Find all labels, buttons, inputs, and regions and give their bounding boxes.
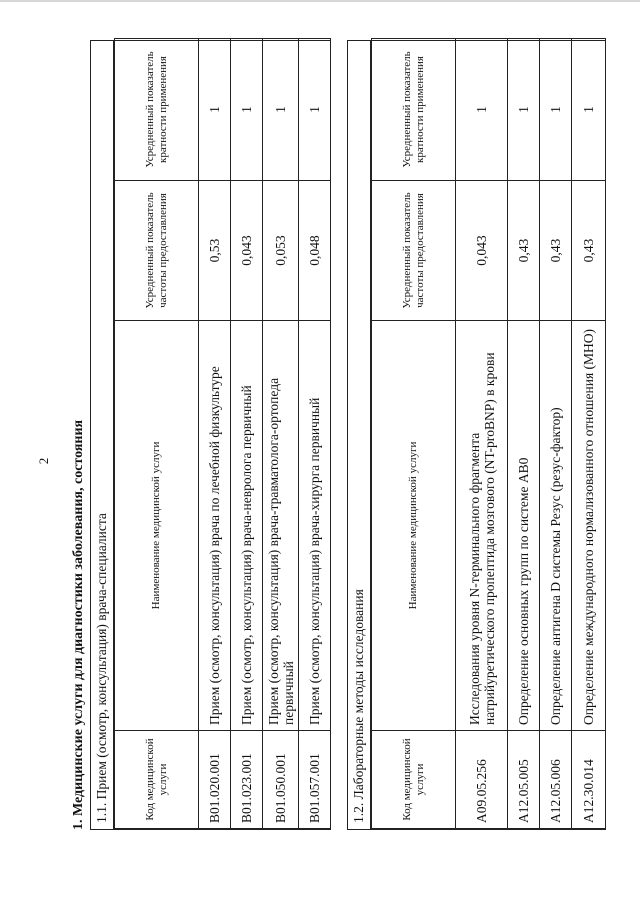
section-title-lab-methods: 1.2. Лабораторные методы исследования <box>348 41 371 829</box>
section-lab-methods <box>347 40 606 830</box>
frequency-value: 0,53 <box>199 181 231 321</box>
table-row <box>572 39 606 829</box>
section-consultations <box>90 40 331 830</box>
rotated-document-body <box>68 40 596 830</box>
column-header-name: Наименование медицинской услуги <box>115 321 199 731</box>
frequency-value: 0,043 <box>231 181 263 321</box>
consultations-table <box>114 38 331 829</box>
section-title-consultations: 1.1. Прием (осмотр, консультация) врача-специалиста <box>91 41 114 829</box>
service-code: B01.050.001 <box>263 731 299 829</box>
table-row <box>231 39 263 829</box>
frequency-value: 0,048 <box>299 181 331 321</box>
service-name: Исследования уровня N-терминального фрагмента натрийуретического пропептида мозгового (NT-proBNP) в крови <box>456 321 508 731</box>
service-name: Прием (осмотр, консультация) врача-хирурга первичный <box>299 321 331 731</box>
service-code: B01.057.001 <box>299 731 331 829</box>
service-code: A12.05.005 <box>508 731 540 829</box>
service-code: A12.05.006 <box>540 731 572 829</box>
frequency-value: 0,43 <box>508 181 540 321</box>
service-code: B01.020.001 <box>199 731 231 829</box>
multiplicity-value: 1 <box>540 39 572 181</box>
frequency-value: 0,043 <box>456 181 508 321</box>
multiplicity-value: 1 <box>508 39 540 181</box>
column-header-code: Код медицинской услуги <box>372 731 456 829</box>
service-name: Прием (осмотр, консультация) врача-травматолога-ортопеда первичный <box>263 321 299 731</box>
table-row <box>508 39 540 829</box>
multiplicity-value: 1 <box>456 39 508 181</box>
service-name: Определение международного нормализованного отношения (МНО) <box>572 321 606 731</box>
column-header-frequency: Усредненный показатель частоты предоставления <box>372 181 456 321</box>
table-row <box>263 39 299 829</box>
lab-methods-table <box>371 38 606 829</box>
table-row <box>540 39 572 829</box>
multiplicity-value: 1 <box>572 39 606 181</box>
multiplicity-value: 1 <box>263 39 299 181</box>
page-number: 2 <box>36 457 51 465</box>
table-row <box>299 39 331 829</box>
column-header-multiplicity: Усредненный показатель кратности применения <box>372 39 456 181</box>
service-name: Прием (осмотр, консультация) врача-невролога первичный <box>231 321 263 731</box>
frequency-value: 0,43 <box>572 181 606 321</box>
multiplicity-value: 1 <box>231 39 263 181</box>
column-header-name: Наименование медицинской услуги <box>372 321 456 731</box>
page-top-rule <box>0 0 640 2</box>
service-code: A09.05.256 <box>456 731 508 829</box>
service-name: Определение основных групп по системе AB0 <box>508 321 540 731</box>
table-header-row <box>115 39 199 829</box>
multiplicity-value: 1 <box>299 39 331 181</box>
table-header-row <box>372 39 456 829</box>
service-name: Определение антигена D системы Резус (резус-фактор) <box>540 321 572 731</box>
table-row <box>456 39 508 829</box>
multiplicity-value: 1 <box>199 39 231 181</box>
service-code: A12.30.014 <box>572 731 606 829</box>
frequency-value: 0,43 <box>540 181 572 321</box>
column-header-frequency: Усредненный показатель частоты предоставления <box>115 181 199 321</box>
column-header-multiplicity: Усредненный показатель кратности применения <box>115 39 199 181</box>
column-header-code: Код медицинской услуги <box>115 731 199 829</box>
frequency-value: 0,053 <box>263 181 299 321</box>
table-row <box>199 39 231 829</box>
service-code: B01.023.001 <box>231 731 263 829</box>
main-heading: 1. Медицинские услуги для диагностики заболевания, состояния <box>71 419 86 830</box>
section-gap <box>331 40 347 830</box>
service-name: Прием (осмотр, консультация) врача по лечебной физкультуре <box>199 321 231 731</box>
